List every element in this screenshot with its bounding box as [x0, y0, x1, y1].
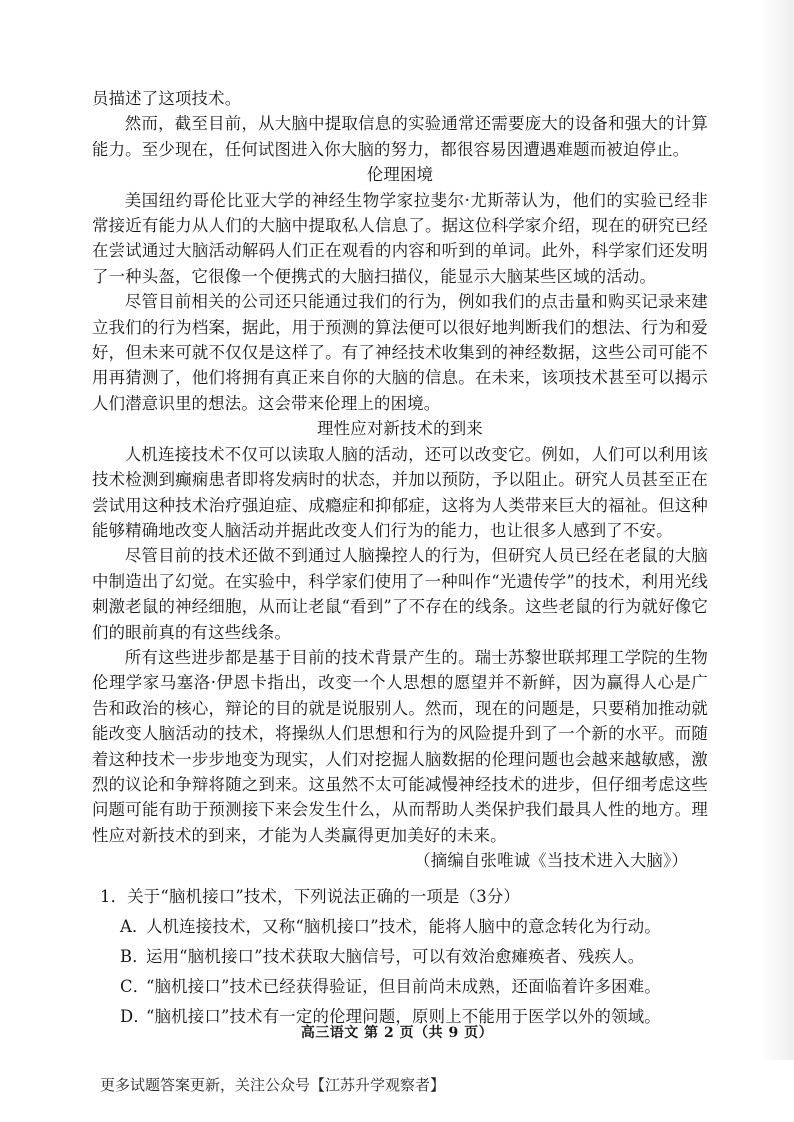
passage-paragraph: 尽管目前相关的公司还只能通过我们的行为，例如我们的点击量和购买记录来建立我们的行为档案，据此，用于预测的算法便可以很好地判断我们的想法、行为和爱好，但未来可就不仅仅是这样了。有了神经技术收集到的神经数据，这些公司可能不用再猜测了，他们将拥有真正来自你的大脑的信息。在未来，该项技术甚至可以揭示人们潜意识里的想法。这会带来伦理上的困境。: [92, 292, 708, 413]
option-b: [100, 942, 716, 972]
passage-paragraph: 所有这些进步都是基于目前的技术背景产生的。瑞士苏黎世联邦理工学院的生物伦理学家马塞洛·伊恩卡指出，改变一个人思想的愿望并不新鲜，因为赢得人心是广告和政治的核心，辩论的目的就是说服别人。然而，现在的问题是，只要稍加推动就能改变人脑活动的技术，将操纵人们思想和行为的风险提升到了一个新的水平。而随着这种技术一步步地变为现实，人们对挖掘人脑数据的伦理问题也会越来越敏感，激烈的议论和争辩将随之到来。这虽然不太可能减慢神经技术的进步，但仔细考虑这些问题可能有助于预测接下来会发生什么，从而帮助人类保护我们最具人性的地方。理性应对新技术的到来，才能为人类赢得更加美好的未来。: [92, 647, 708, 845]
option-text: 人机连接技术，又称“脑机接口”技术，能将人脑中的意念转化为行动。: [146, 917, 661, 936]
passage-paragraph: 尽管目前的技术还做不到通过人脑操控人的行为，但研究人员已经在老鼠的大脑中制造出了幻觉。在实验中，科学家们使用了一种叫作“光遗传学”的技术，利用光线刺激老鼠的神经细胞，从而让老鼠“看到”了不存在的线条。这些老鼠的行为就好像它们的眼前真的有这些线条。: [92, 546, 708, 642]
option-text: “脑机接口”技术有一定的伦理问题，原则上不能用于医学以外的领域。: [146, 1007, 661, 1026]
scan-shadow: [760, 0, 794, 1060]
option-text: “脑机接口”技术已经获得验证，但目前尚未成熟，还面临着许多困难。: [146, 977, 661, 996]
option-letter: B．: [120, 947, 149, 966]
passage-paragraph: 人机连接技术不仅可以读取人脑的活动，还可以改变它。例如，人们可以利用该技术检测到癫痫患者即将发病时的状态，并加以预防，予以阻止。研究人员甚至正在尝试用这种技术治疗强迫症、成瘾症和抑郁症，这将为人类带来巨大的福祉。但这种能够精确地改变人脑活动并据此改变人们行为的能力，也让很多人感到了不安。: [92, 444, 708, 540]
option-letter: A．: [120, 917, 149, 936]
source-citation: （摘编自张唯诚《当技术进入大脑》）: [414, 851, 688, 871]
passage-paragraph: 美国纽约哥伦比亚大学的神经生物学家拉斐尔·尤斯蒂认为，他们的实验已经非常接近有能力从人们的大脑中提取私人信息了。据这位科学家介绍，现在的研究已经在尝试通过大脑活动解码人们正在观看的内容和听到的单词。此外，科学家们还发明了一种头盔，它很像一个便携式的大脑扫描仪，能显示大脑某些区域的活动。: [92, 190, 708, 286]
option-text: 运用“脑机接口”技术获取大脑信号，可以有效治愈瘫痪者、残疾人。: [146, 947, 645, 966]
passage-paragraph: 然而，截至目前，从大脑中提取信息的实验通常还需要庞大的设备和强大的计算能力。至少现在，任何试图进入你大脑的努力，都很容易因遭遇难题而被迫停止。: [92, 114, 708, 159]
option-a: [100, 912, 716, 942]
passage: [92, 86, 708, 874]
section-heading: 理性应对新技术的到来: [317, 419, 483, 439]
passage-paragraph: 员描述了这项技术。: [92, 89, 242, 108]
promo-note: 更多试题答案更新，关注公众号【江苏升学观察者】: [100, 1076, 446, 1094]
option-letter: D．: [120, 1007, 150, 1026]
question-1: [100, 882, 716, 1032]
option-letter: C．: [120, 977, 150, 996]
question-stem: 1．关于“脑机接口”技术，下列说法正确的一项是（3分）: [100, 887, 520, 906]
option-c: [100, 972, 716, 1002]
section-heading: 伦理困境: [366, 165, 434, 185]
page-footer: 高三语文 第 2 页（共 9 页）: [300, 1025, 494, 1041]
